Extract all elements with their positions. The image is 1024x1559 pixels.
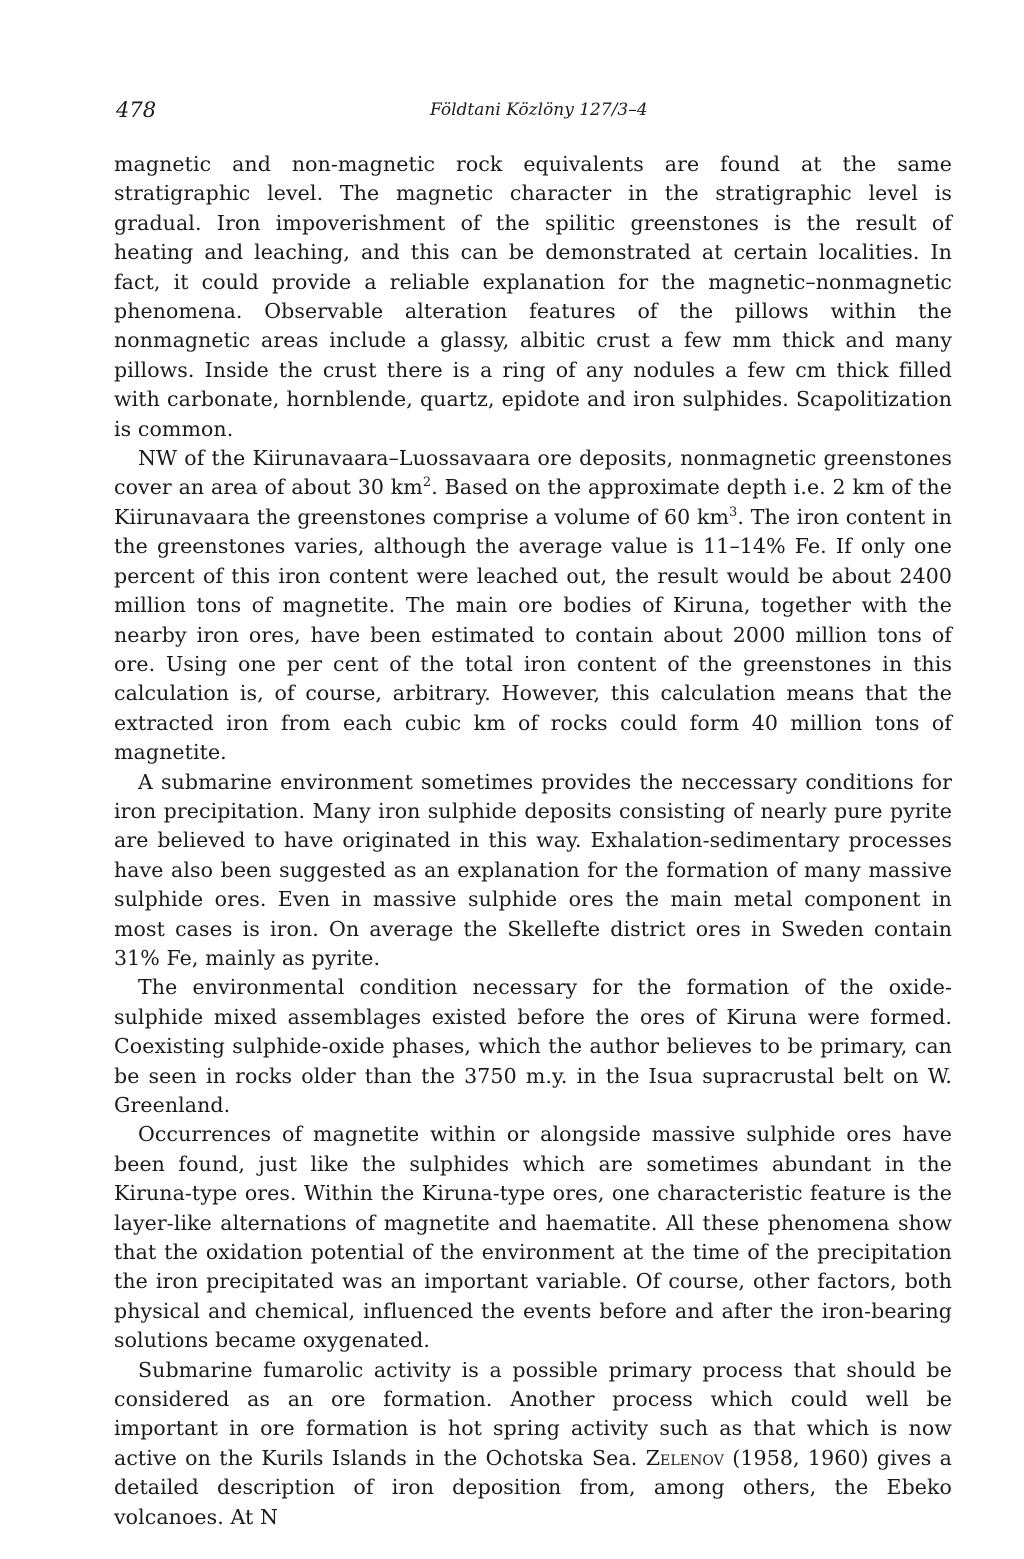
paragraph: magnetic and non-magnetic rock equivalents are found at the same stratigraphic level. The magnetic character in the stratigraphic level is gradual. Iron impoverishment of the spilitic greenstones is the result of heating and leaching, and this can be demonstrated at certain localities. In fact, it could provide a reliable explanation for the magnetic–nonmagnetic phenomena. Observable alteration features of the pillows within the nonmagnetic areas include a glassy, albitic crust a few mm thick and many pillows. Inside the crust there is a ring of any nodules a few cm thick filled with carbonate, hornblende, quartz, epidote and iron sulphides. Scapolitization is common. <box>114 152 952 441</box>
paragraph: Occurrences of magnetite within or alongside massive sulphide ores have been found, just like the sulphides which are sometimes abundant in the Kiruna-type ores. Within the Kiruna-type ores, one characteristic feature is the layer-like alternations of magnetite and haematite. All these phenomena show that the oxidation potential of the environment at the time of the precipitation the iron precipitated was an important variable. Of course, other factors, both physical and chemical, influenced the events before and after the iron-bearing solutions became oxygenated. <box>114 1122 952 1353</box>
paragraph: A submarine environment sometimes provides the neccessary conditions for iron precipitation. Many iron sulphide deposits consisting of nearly pure pyrite are believed to have originated in this way. Exhalation-sedimentary processes have also been suggested as an explanation for the formation of many massive sulphide ores. Even in massive sulphide ores the main metal component in most cases is iron. On average the Skellefte district ores in Sweden contain 31% Fe, mainly as pyrite. <box>114 769 952 970</box>
paragraph <box>114 444 952 767</box>
superscript: 2 <box>422 475 432 491</box>
paragraph-text: Submarine fumarolic activity is a possible primary process that should be considered as an ore formation. Another process which could well be important in ore formation is hot spring activity such as that which is now active on the Kurils Islands in the Ochotska Sea. <box>114 1357 952 1470</box>
author-citation: Zelenov <box>645 1445 724 1470</box>
paragraph: The environmental condition necessary for the formation of the oxide-sulphide mixed assemblages existed before the ores of Kiruna were formed. Coexisting sulphide-oxide phases, which the author believes to be primary, can be seen in rocks older than the 3750 m.y. in the Isua supracrustal belt on W. Greenland. <box>114 975 952 1117</box>
page-number: 478 <box>116 98 157 122</box>
paragraph-text: . The iron content in the greenstones varies, although the average value is 11–14% Fe. If only one percent of this iron content were leached out, the result would be about 2400 million tons of magnetite. The main ore bodies of Kiruna, together with the nearby iron ores, have been estimated to contain about 2000 million tons of ore. Using one per cent of the total iron content of the greenstones in this calculation is, of course, arbitrary. However, this calculation means that the extracted iron from each cubic km of rocks could form 40 million tons of magnetite. <box>114 504 953 765</box>
paragraph-text: (1958, 1960) gives a detailed description of iron deposition from, among others, the Ebeko volcanoes. At N <box>114 1445 953 1529</box>
paragraph <box>114 1356 952 1532</box>
page <box>114 98 952 1532</box>
body-text <box>114 150 952 1532</box>
journal-reference: Földtani Közlöny 127/3–4 <box>430 100 648 120</box>
superscript: 3 <box>729 504 738 520</box>
paragraph-text: NW of the Kiirunavaara–Luossavaara ore deposits, nonmagnetic greenstones cover an area of about 30 km <box>114 446 952 500</box>
paragraph-text: . Based on the approximate depth i.e. 2 km of the Kiirunavaara the greenstones comprise a volume of 60 km <box>114 475 952 529</box>
running-head <box>114 98 952 132</box>
